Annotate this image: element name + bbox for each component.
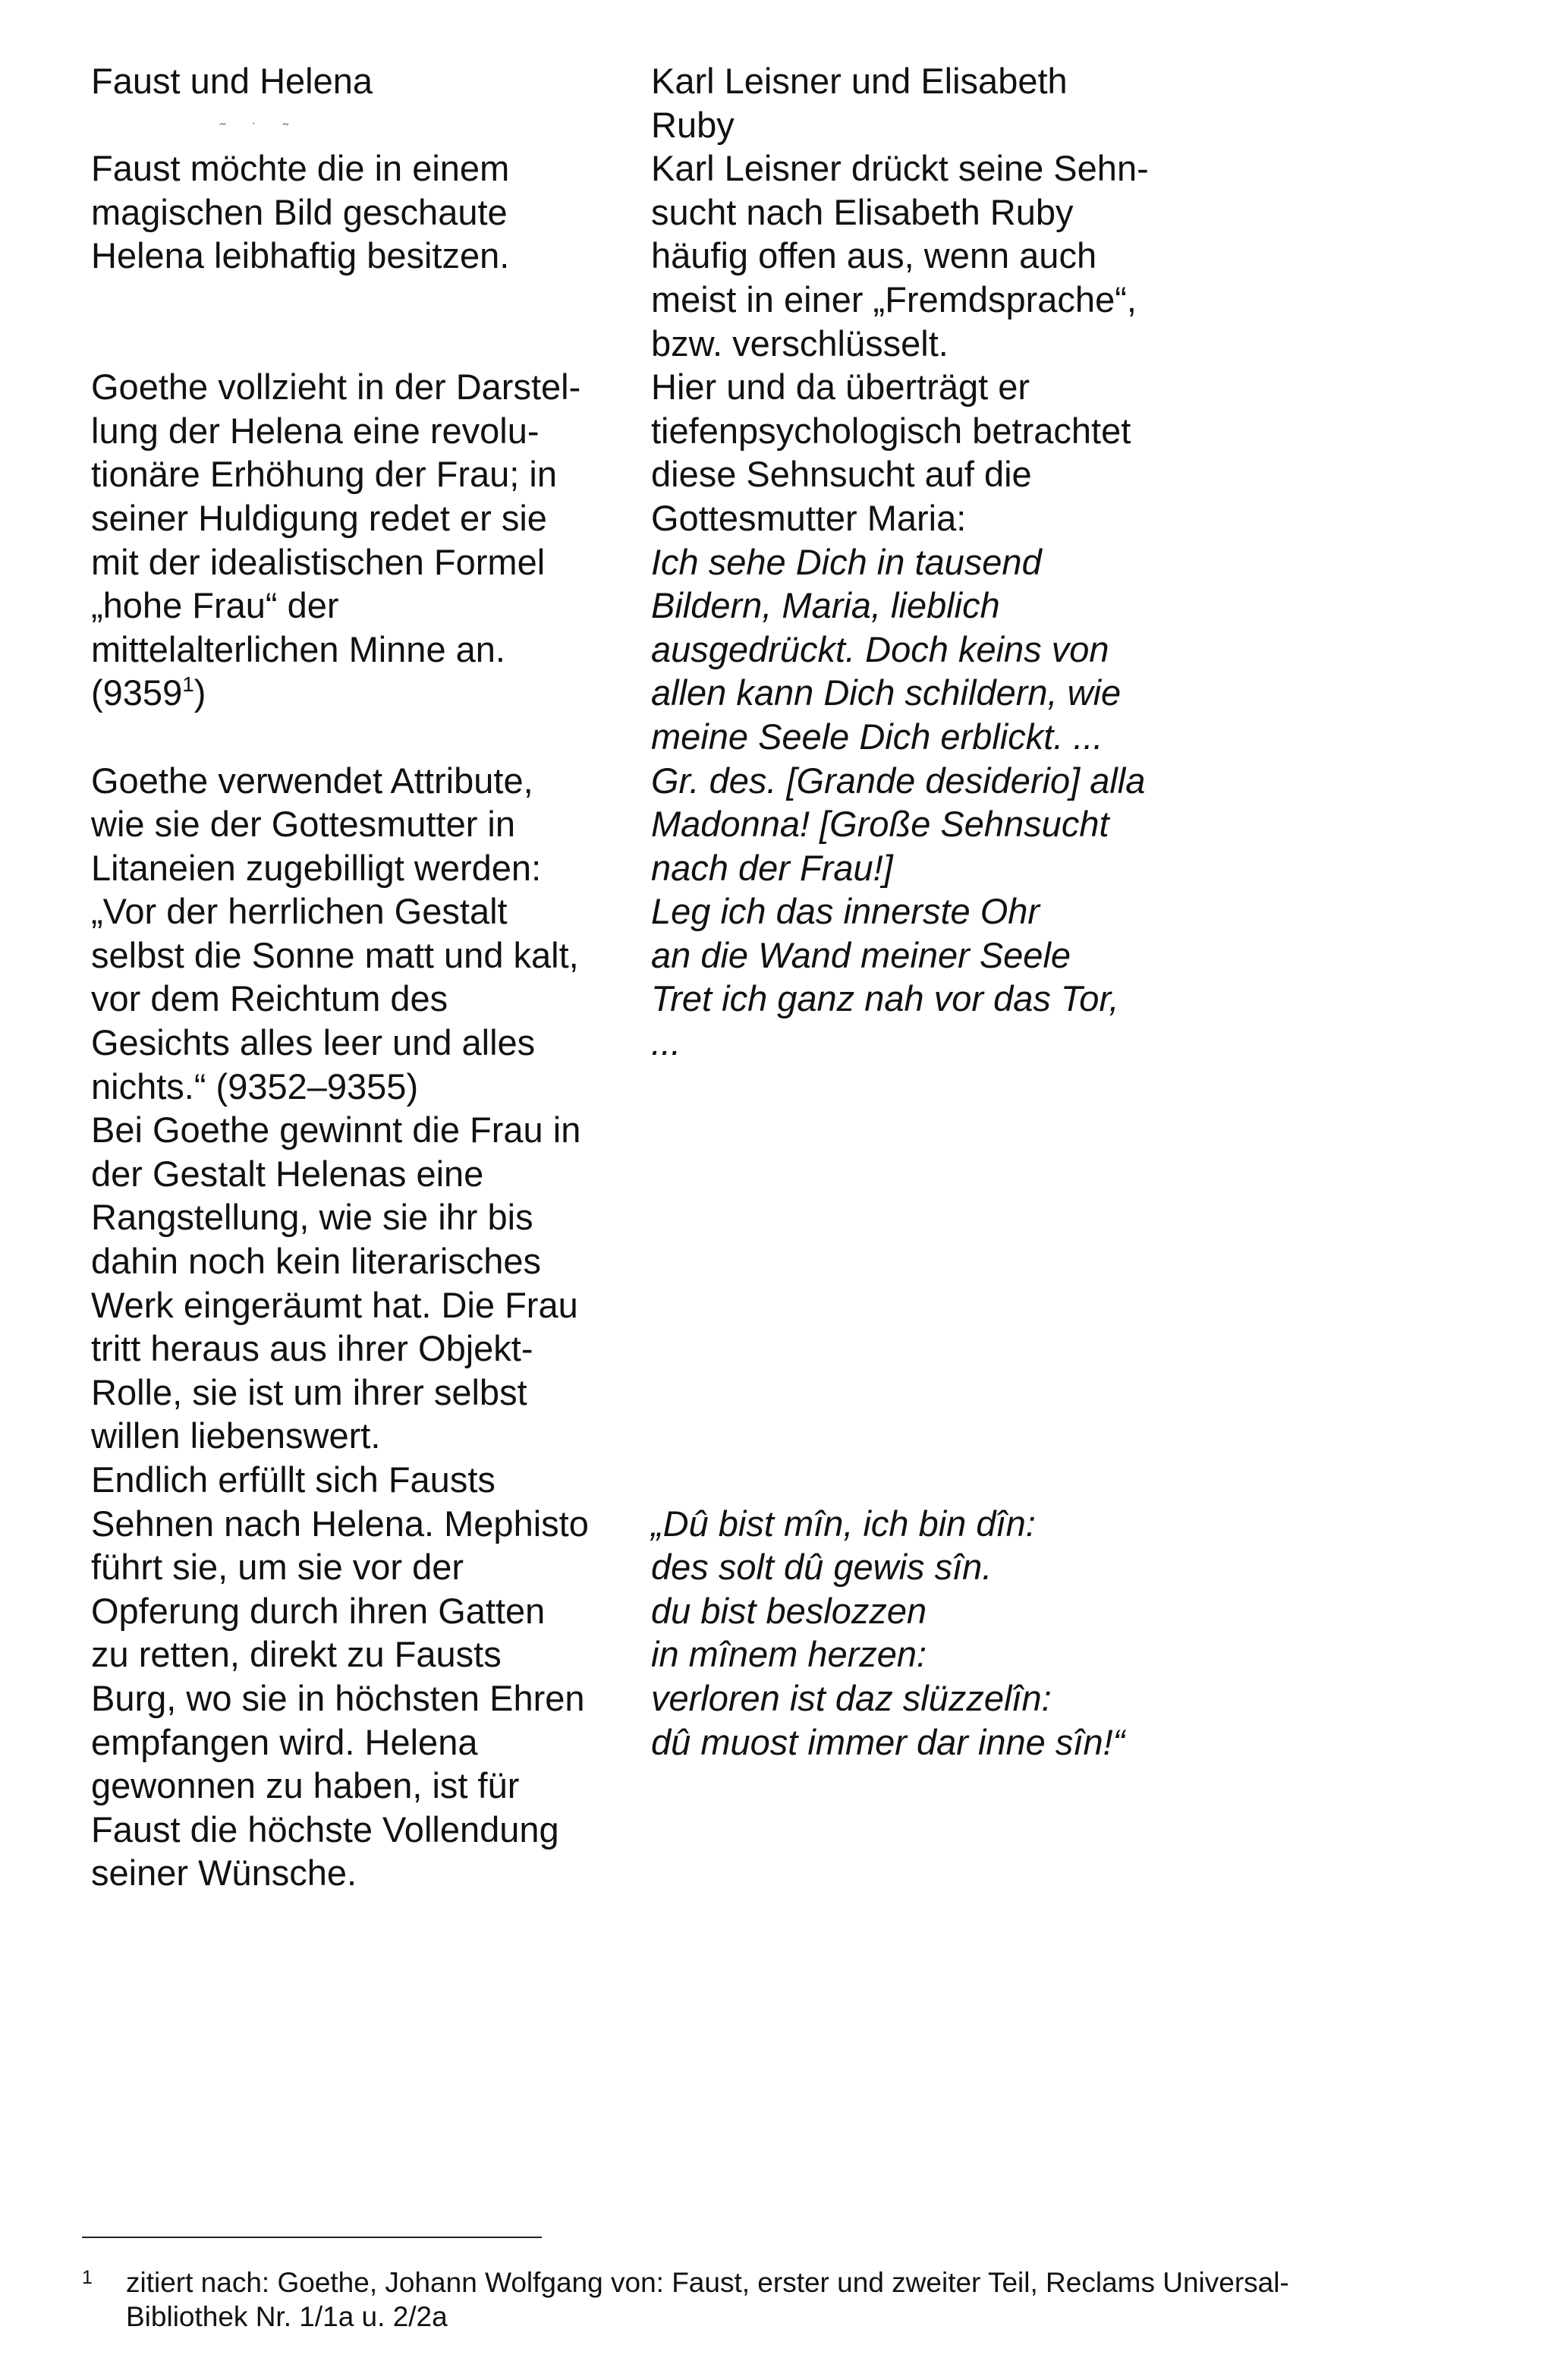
footnote-divider [82, 2237, 542, 2238]
left-paragraph-1: Faust möchte die in einem magischen Bild geschaute Helena leibhaftig besitzen. [91, 148, 510, 276]
right-column-title: Karl Leisner und Elisabeth Ruby [651, 61, 1068, 145]
leisner-quote: Ich sehe Dich in tausend Bildern, Maria, lieblich ausgedrückt. Doch keins von allen kann Dich schildern, wie meine Seele Dich erblickt. ... Gr. des. [Grande desiderio] alla Madonna! [Große Sehnsucht nach der Frau!] Leg ich das innerste Ohr an die Wand meiner Seele Tret ich ganz nah vor das Tor, ... [651, 541, 1146, 1063]
left-column-title: Faust und Helena [91, 61, 373, 101]
left-paragraph-3: Goethe verwendet Attribute, wie sie der Gottesmutter in Litaneien zugebilligt werden: „Vor der herrlichen Gestalt selbst die Sonne matt und kalt, vor dem Reichtum des Gesichts alles leer und alles nichts.“ (9352–9355) Bei Goethe gewinnt die Frau in der Gestalt Helenas eine Rangstellung, wie sie ihr bis dahin noch kein literarisches Werk eingeräumt hat. Die Frau tritt heraus aus ihrer Objekt- Rolle, sie ist um ihrer selbst willen liebenswert. Endlich erfüllt sich Fausts Sehnen nach Helena. Mephisto führt sie, um sie vor der Opferung durch ihren Gatten zu retten, direkt zu Fausts Burg, wo sie in höchsten Ehren empfangen wird. Helena gewonnen zu haben, ist für Faust die höchste Vollendung seiner Wünsche. [91, 760, 589, 1894]
footnote-line-2: Bibliothek Nr. 1/1a u. 2/2a [126, 2301, 448, 2332]
footnote [82, 2265, 1509, 2334]
right-column [651, 59, 1334, 1764]
left-column [91, 59, 637, 1895]
footnote-ref: 1 [182, 672, 194, 697]
right-paragraph-1: Karl Leisner drückt seine Sehn- sucht nach Elisabeth Ruby häufig offen aus, wenn auch meist in einer „Fremdsprache“, bzw. verschlüsselt. Hier und da überträgt er tiefenpsychologisch betrachtet diese Sehnsucht auf die Gottesmutter Maria: [651, 148, 1149, 538]
left-paragraph-2: Goethe vollzieht in der Darstel- lung der Helena eine revolu- tionäre Erhöhung der Frau; in seiner Huldigung redet er sie mit der idealistischen Formel „hohe Frau“ der mittelalterlichen Minne an. (9359$^1$) [91, 365, 637, 715]
verse-reference: (9359$^1$) [91, 672, 206, 713]
scan-noise-marks: ˜ ˙ ˜ [220, 120, 300, 139]
footnote-line-1: zitiert nach: Goethe, Johann Wolfgang von: Faust, erster und zweiter Teil, Reclams Universal- [126, 2267, 1289, 2298]
minne-poem: „Dû bist mîn, ich bin dîn: des solt dû gewis sîn. du bist beslozzen in mînem herzen: verloren ist daz slüzzelîn: dû muost immer dar inne sîn!“ [651, 1503, 1125, 1762]
footnote-mark: 1 [82, 2267, 93, 2288]
